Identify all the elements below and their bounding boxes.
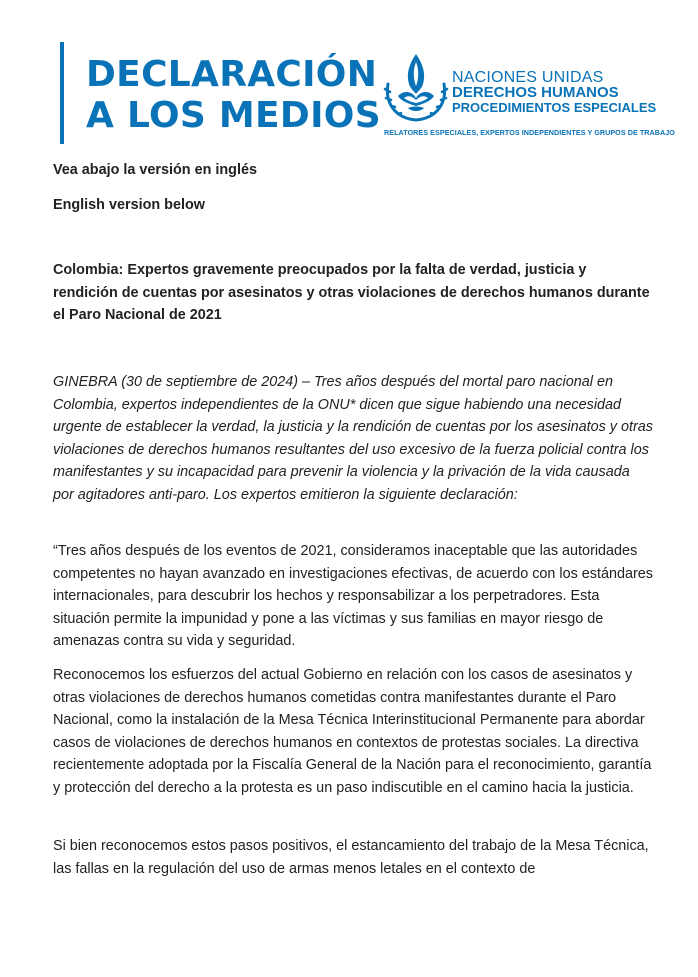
header-accent-bar bbox=[60, 42, 64, 144]
statement-title-line2: A LOS MEDIOS bbox=[86, 95, 381, 136]
un-organization-name bbox=[452, 70, 656, 115]
un-human-rights-emblem-icon bbox=[382, 50, 450, 124]
body-paragraph-2: Reconocemos los esfuerzos del actual Gobierno en relación con los casos de asesinatos y otras violaciones de derechos humanos cometidas contra manifestantes durante el Paro Nacional, como la instalación de la Mesa Técnica Interinstitucional Permanente para abordar casos de violaciones de derechos humanos en contextos de protestas sociales. La directiva recientemente adoptada por la Fiscalía General de la Nación para el reconocimiento, garantía y protección del derecho a la protesta es un paso indiscutible en el camino hacia la justicia. bbox=[53, 667, 652, 796]
body-paragraph-1: “Tres años después de los eventos de 2021, consideramos inaceptable que las autoridades competentes no hayan avanzado en investigaciones efectivas, de acuerdo con los estándares internacionales, para descubrir los hechos y responsabilizar a los perpetradores. Esta situación permite la impunidad y pone a las víctimas y sus familias en mayor riesgo de amenazas contra su vida y seguridad. bbox=[53, 543, 654, 650]
headline: Colombia: Expertos gravemente preocupados por la falta de verdad, justicia y rendición de cuentas por asesinatos y otras violaciones de derechos humanos durante el Paro Nacional de 2021 bbox=[53, 262, 650, 324]
org-subtitle: RELATORES ESPECIALES, EXPERTOS INDEPENDIENTES Y GRUPOS DE TRABAJO bbox=[384, 128, 675, 137]
english-version-note: English version below bbox=[53, 197, 205, 213]
org-name-line1: NACIONES UNIDAS bbox=[452, 69, 604, 86]
org-name-line2: DERECHOS HUMANOS bbox=[452, 84, 619, 101]
lead-paragraph: GINEBRA (30 de septiembre de 2024) – Tres años después del mortal paro nacional en Colombia, expertos independientes de la ONU* dicen que sigue habiendo una necesidad urgente de establecer la verdad, la justicia y la rendición de cuentas por los asesinatos y otras violaciones de derechos humanos resultantes del uso excesivo de la fuerza policial contra los manifestantes y su incapacidad para prevenir la violencia y la privación de la vida causada por agitadores anti-paro. Los expertos emitieron la siguiente declaración: bbox=[53, 374, 653, 503]
spanish-version-note: Vea abajo la versión en inglés bbox=[53, 162, 257, 178]
body-paragraph-3: Si bien reconocemos estos pasos positivos, el estancamiento del trabajo de la Mesa Técnica, las fallas en la regulación del uso de armas menos letales en el contexto de bbox=[53, 838, 649, 877]
media-statement-header bbox=[60, 42, 675, 146]
statement-title bbox=[86, 54, 381, 136]
org-name-line3: PROCEDIMIENTOS ESPECIALES bbox=[452, 100, 657, 115]
statement-title-line1: DECLARACIÓN bbox=[86, 54, 378, 95]
